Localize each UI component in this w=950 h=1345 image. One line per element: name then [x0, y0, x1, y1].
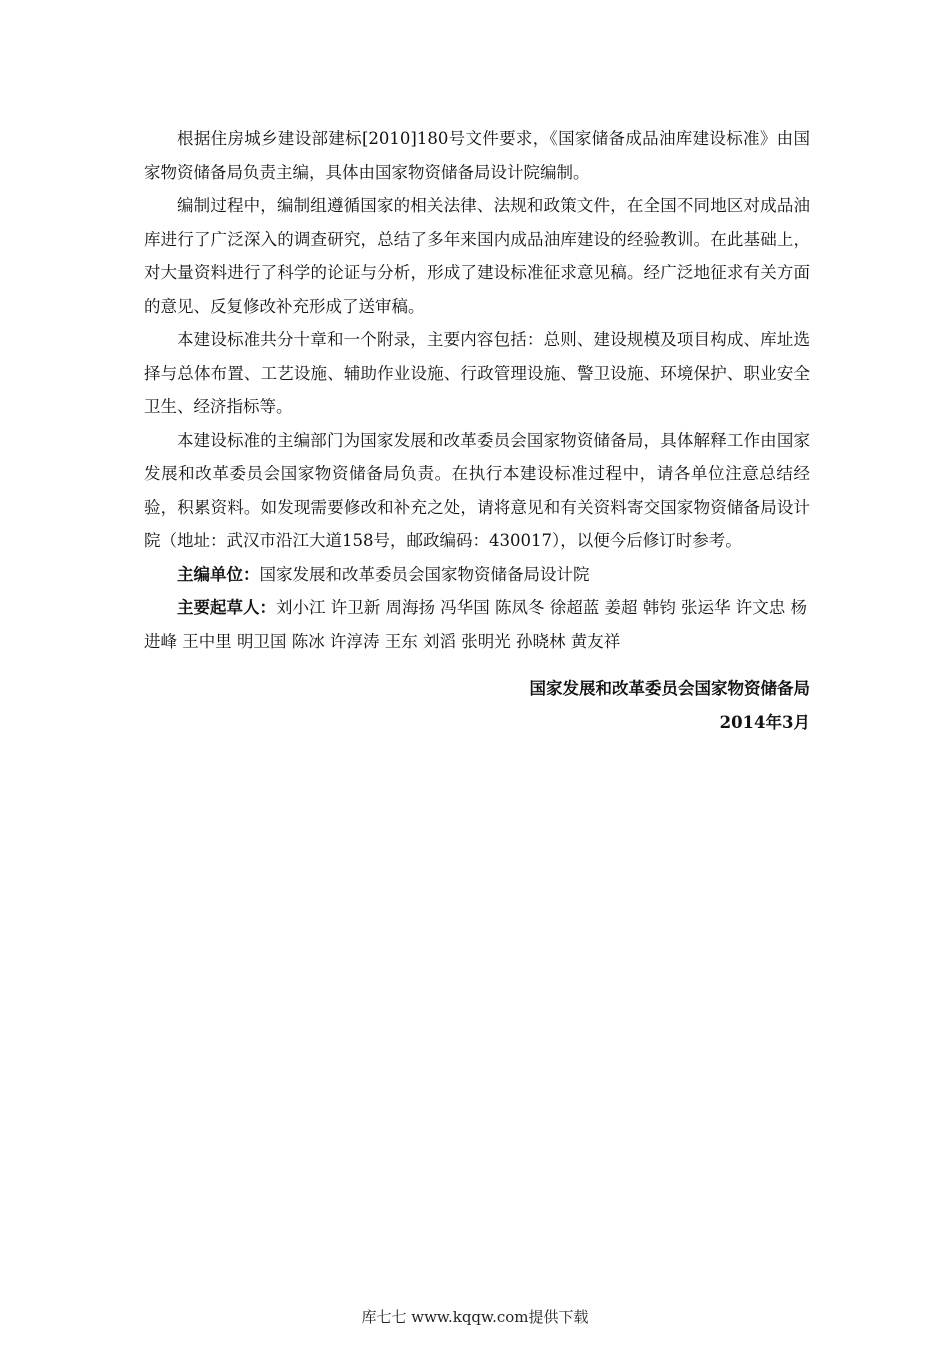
paragraph-3: 本建设标准共分十章和一个附录，主要内容包括：总则、建设规模及项目构成、库址选择与总体布置、工艺设施、辅助作业设施、行政管理设施、警卫设施、环境保护、职业安全卫生、经济指标等。 — [144, 330, 810, 416]
document-body — [144, 122, 810, 739]
drafters-value: 刘小江 许卫新 周海扬 冯华国 陈凤冬 徐超蓝 姜超 韩钧 张运华 许文忠 杨进峰 王中里 明卫国 陈冰 许淳涛 王东 刘滔 张明光 孙晓林 黄友祥 — [144, 598, 807, 651]
signature-organization: 国家发展和改革委员会国家物资储备局 — [529, 679, 810, 698]
paragraph-1: 根据住房城乡建设部建标[2010]180号文件要求，《国家储备成品油库建设标准》由国家物资储备局负责主编，具体由国家物资储备局设计院编制。 — [144, 129, 810, 182]
footer-watermark: 库七七 www.kqqw.com提供下载 — [361, 1308, 589, 1326]
drafters — [144, 591, 810, 658]
paragraph-2: 编制过程中，编制组遵循国家的相关法律、法规和政策文件，在全国不同地区对成品油库进行了广泛深入的调查研究，总结了多年来国内成品油库建设的经验教训。在此基础上，对大量资料进行了科学的论证与分析，形成了建设标准征求意见稿。经广泛地征求有关方面的意见、反复修改补充形成了送审稿。 — [144, 196, 810, 316]
chief-unit-label: 主编单位： — [177, 564, 260, 584]
drafters-label: 主要起草人： — [177, 598, 276, 617]
paragraph-4: 本建设标准的主编部门为国家发展和改革委员会国家物资储备局，具体解释工作由国家发展和改革委员会国家物资储备局负责。在执行本建设标准过程中，请各单位注意总结经验，积累资料。如发现需要修改和补充之处，请将意见和有关资料寄交国家物资储备局设计院（地址：武汉市沿江大道158号，邮政编码：430017），以便今后修订时参考。 — [144, 430, 810, 550]
signature-date: 2014年3月 — [719, 712, 810, 732]
chief-unit — [144, 558, 810, 592]
chief-unit-value: 国家发展和改革委员会国家物资储备局设计院 — [259, 564, 590, 584]
